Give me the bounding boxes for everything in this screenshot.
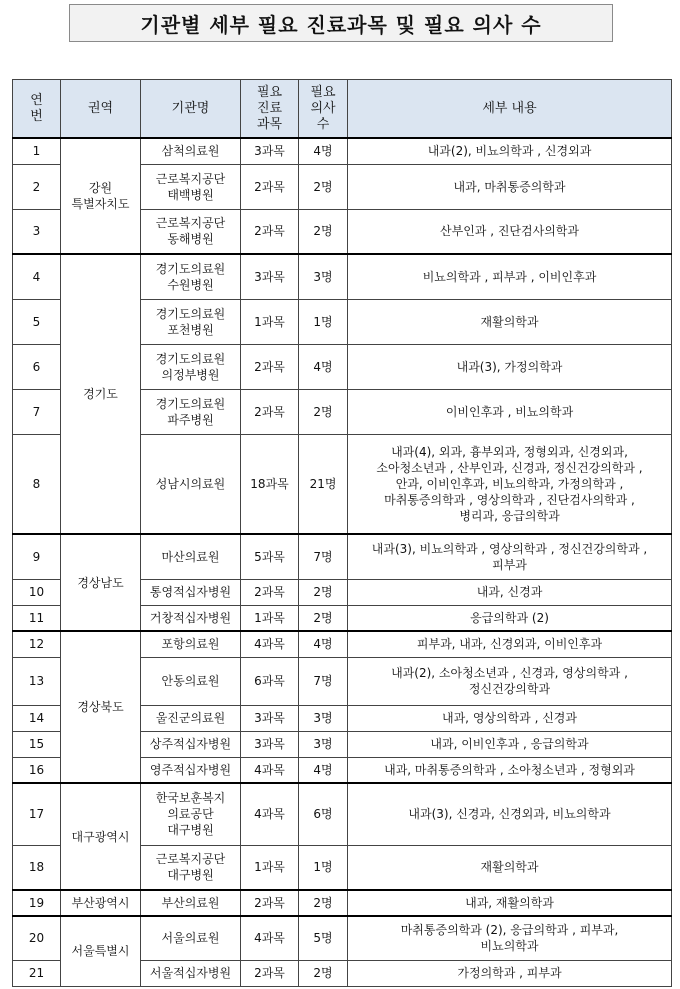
cell-detail: 내과(3), 비뇨의학과 , 영상의학과 , 정신건강의학과 , 피부과 (348, 534, 672, 579)
cell-doctors: 4명 (299, 138, 348, 164)
cell-no: 12 (13, 631, 61, 657)
table-body (13, 138, 672, 986)
cell-doctors: 1명 (299, 299, 348, 344)
header-org: 기관명 (141, 80, 241, 139)
header-row (13, 80, 672, 139)
header-no: 연 번 (13, 80, 61, 139)
cell-org: 서울의료원 (141, 916, 241, 960)
cell-detail: 내과(3), 신경과, 신경외과, 비뇨의학과 (348, 783, 672, 845)
table-row (13, 534, 672, 579)
cell-detail: 산부인과 , 진단검사의학과 (348, 209, 672, 254)
cell-subjects: 4과목 (241, 783, 299, 845)
cell-subjects: 18과목 (241, 434, 299, 534)
cell-detail: 비뇨의학과 , 피부과 , 이비인후과 (348, 254, 672, 299)
cell-detail: 피부과, 내과, 신경외과, 이비인후과 (348, 631, 672, 657)
page-title: 기관별 세부 필요 진료과목 및 필요 의사 수 (69, 4, 613, 42)
cell-no: 5 (13, 299, 61, 344)
cell-detail: 가정의학과 , 피부과 (348, 960, 672, 986)
cell-org: 성남시의료원 (141, 434, 241, 534)
cell-region: 경기도 (61, 254, 141, 534)
cell-subjects: 1과목 (241, 605, 299, 631)
cell-no: 10 (13, 579, 61, 605)
cell-org: 경기도의료원 의정부병원 (141, 344, 241, 389)
cell-detail: 내과, 마취통증의학과 , 소아청소년과 , 정형외과 (348, 757, 672, 783)
cell-org: 근로복지공단 태백병원 (141, 164, 241, 209)
cell-subjects: 4과목 (241, 757, 299, 783)
cell-no: 17 (13, 783, 61, 845)
header-doctors: 필요 의사 수 (299, 80, 348, 139)
cell-subjects: 1과목 (241, 299, 299, 344)
cell-doctors: 2명 (299, 164, 348, 209)
cell-subjects: 2과목 (241, 344, 299, 389)
cell-detail: 재활의학과 (348, 845, 672, 890)
cell-doctors: 2명 (299, 605, 348, 631)
data-table (12, 79, 672, 987)
cell-org: 삼척의료원 (141, 138, 241, 164)
cell-no: 16 (13, 757, 61, 783)
cell-no: 21 (13, 960, 61, 986)
cell-subjects: 2과목 (241, 890, 299, 916)
cell-region: 대구광역시 (61, 783, 141, 890)
table-row (13, 138, 672, 164)
cell-org: 부산의료원 (141, 890, 241, 916)
table-row (13, 254, 672, 299)
cell-org: 포항의료원 (141, 631, 241, 657)
cell-no: 8 (13, 434, 61, 534)
table-row (13, 783, 672, 845)
cell-subjects: 4과목 (241, 631, 299, 657)
cell-org: 서울적십자병원 (141, 960, 241, 986)
cell-subjects: 2과목 (241, 960, 299, 986)
table-row (13, 890, 672, 916)
cell-doctors: 21명 (299, 434, 348, 534)
cell-doctors: 4명 (299, 757, 348, 783)
cell-org: 경기도의료원 수원병원 (141, 254, 241, 299)
cell-no: 2 (13, 164, 61, 209)
cell-no: 15 (13, 731, 61, 757)
cell-doctors: 2명 (299, 890, 348, 916)
cell-org: 영주적십자병원 (141, 757, 241, 783)
table-row (13, 916, 672, 960)
cell-no: 4 (13, 254, 61, 299)
cell-detail: 내과, 마취통증의학과 (348, 164, 672, 209)
cell-subjects: 6과목 (241, 657, 299, 705)
cell-region: 부산광역시 (61, 890, 141, 916)
cell-org: 경기도의료원 파주병원 (141, 389, 241, 434)
cell-detail: 내과, 재활의학과 (348, 890, 672, 916)
cell-subjects: 3과목 (241, 254, 299, 299)
header-subjects: 필요 진료 과목 (241, 80, 299, 139)
cell-subjects: 2과목 (241, 389, 299, 434)
cell-no: 6 (13, 344, 61, 389)
cell-no: 9 (13, 534, 61, 579)
cell-org: 통영적십자병원 (141, 579, 241, 605)
cell-subjects: 1과목 (241, 845, 299, 890)
cell-detail: 내과(4), 외과, 흉부외과, 정형외과, 신경외과, 소아청소년과 , 산부인과, 신경과, 정신건강의학과 , 안과, 이비인후과, 비뇨의학과, 가정의학과 , 마취통증의학과 , 영상의학과 , 진단검사의학과 , 병리과, 응급의학과 (348, 434, 672, 534)
cell-org: 상주적십자병원 (141, 731, 241, 757)
cell-org: 안동의료원 (141, 657, 241, 705)
cell-doctors: 3명 (299, 254, 348, 299)
cell-region: 경상남도 (61, 534, 141, 631)
cell-org: 마산의료원 (141, 534, 241, 579)
cell-no: 1 (13, 138, 61, 164)
cell-doctors: 2명 (299, 960, 348, 986)
cell-detail: 응급의학과 (2) (348, 605, 672, 631)
cell-org: 울진군의료원 (141, 705, 241, 731)
cell-detail: 내과(2), 소아청소년과 , 신경과, 영상의학과 , 정신건강의학과 (348, 657, 672, 705)
cell-subjects: 3과목 (241, 705, 299, 731)
cell-doctors: 2명 (299, 579, 348, 605)
cell-no: 19 (13, 890, 61, 916)
cell-doctors: 1명 (299, 845, 348, 890)
cell-org: 근로복지공단 동해병원 (141, 209, 241, 254)
cell-doctors: 2명 (299, 389, 348, 434)
cell-doctors: 3명 (299, 705, 348, 731)
cell-org: 거창적십자병원 (141, 605, 241, 631)
cell-no: 3 (13, 209, 61, 254)
cell-org: 한국보훈복지 의료공단 대구병원 (141, 783, 241, 845)
cell-no: 13 (13, 657, 61, 705)
cell-detail: 내과, 신경과 (348, 579, 672, 605)
cell-subjects: 3과목 (241, 138, 299, 164)
cell-detail: 마취통증의학과 (2), 응급의학과 , 피부과, 비뇨의학과 (348, 916, 672, 960)
cell-no: 14 (13, 705, 61, 731)
cell-doctors: 4명 (299, 344, 348, 389)
cell-detail: 이비인후과 , 비뇨의학과 (348, 389, 672, 434)
cell-subjects: 2과목 (241, 579, 299, 605)
cell-doctors: 5명 (299, 916, 348, 960)
cell-org: 근로복지공단 대구병원 (141, 845, 241, 890)
cell-detail: 재활의학과 (348, 299, 672, 344)
cell-detail: 내과, 이비인후과 , 응급의학과 (348, 731, 672, 757)
cell-doctors: 4명 (299, 631, 348, 657)
cell-org: 경기도의료원 포천병원 (141, 299, 241, 344)
cell-doctors: 3명 (299, 731, 348, 757)
header-detail: 세부 내용 (348, 80, 672, 139)
cell-region: 서울특별시 (61, 916, 141, 986)
header-region: 권역 (61, 80, 141, 139)
cell-subjects: 4과목 (241, 916, 299, 960)
table-row (13, 631, 672, 657)
cell-subjects: 3과목 (241, 731, 299, 757)
cell-no: 11 (13, 605, 61, 631)
cell-doctors: 2명 (299, 209, 348, 254)
cell-no: 7 (13, 389, 61, 434)
cell-region: 경상북도 (61, 631, 141, 783)
cell-subjects: 5과목 (241, 534, 299, 579)
cell-detail: 내과, 영상의학과 , 신경과 (348, 705, 672, 731)
cell-doctors: 7명 (299, 657, 348, 705)
cell-detail: 내과(2), 비뇨의학과 , 신경외과 (348, 138, 672, 164)
cell-no: 18 (13, 845, 61, 890)
cell-subjects: 2과목 (241, 164, 299, 209)
cell-detail: 내과(3), 가정의학과 (348, 344, 672, 389)
cell-doctors: 7명 (299, 534, 348, 579)
cell-no: 20 (13, 916, 61, 960)
cell-subjects: 2과목 (241, 209, 299, 254)
cell-region: 강원 특별자치도 (61, 138, 141, 254)
cell-doctors: 6명 (299, 783, 348, 845)
